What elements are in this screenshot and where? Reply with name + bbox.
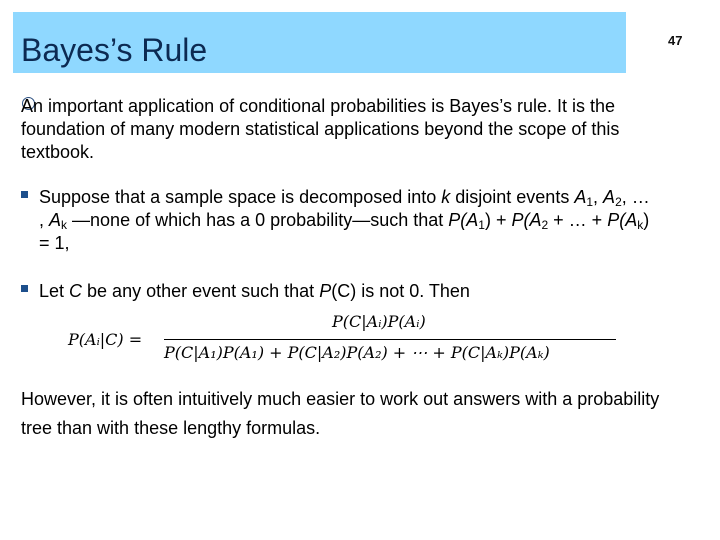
intro-text: An important application of conditional probabilities is Bayes’s rule. It is the foundation of many modern statistical applications beyond the scope of this textbook.	[21, 96, 620, 162]
formula-lhs: P(Aᵢ|C) =	[68, 330, 143, 349]
bayes-formula	[68, 312, 628, 372]
slide-title: Bayes’s Rule	[21, 32, 208, 68]
closing-paragraph: However, it is often intuitively much easier to work out answers with a probability tree than with these lengthy formulas.	[21, 389, 660, 438]
bullet-item-event-c	[21, 280, 651, 303]
square-bullet-icon	[21, 285, 28, 292]
formula-denominator: P(C|A₁)P(A₁) + P(C|A₂)P(A₂) + ⋯ + P(C|Aₖ)P(Aₖ)	[164, 343, 550, 362]
formula-numerator: P(C|Aᵢ)P(Aᵢ)	[332, 312, 426, 331]
square-bullet-icon	[21, 191, 28, 198]
bullet-text: Let C be any other event such that P(C) is not 0. Then	[39, 281, 470, 301]
fraction-bar	[164, 339, 616, 340]
page-number: 47	[668, 33, 683, 48]
bullet-item-decomposition	[21, 186, 651, 255]
intro-paragraph	[21, 95, 651, 164]
bullet-text: Suppose that a sample space is decomposed into k disjoint events $A_1$, $A_2$, … , $A_k$ —none of which has a 0 probability—such that $P(A_1) + P(A_2$ + … + $P(A_k) = 1$,	[39, 187, 650, 253]
